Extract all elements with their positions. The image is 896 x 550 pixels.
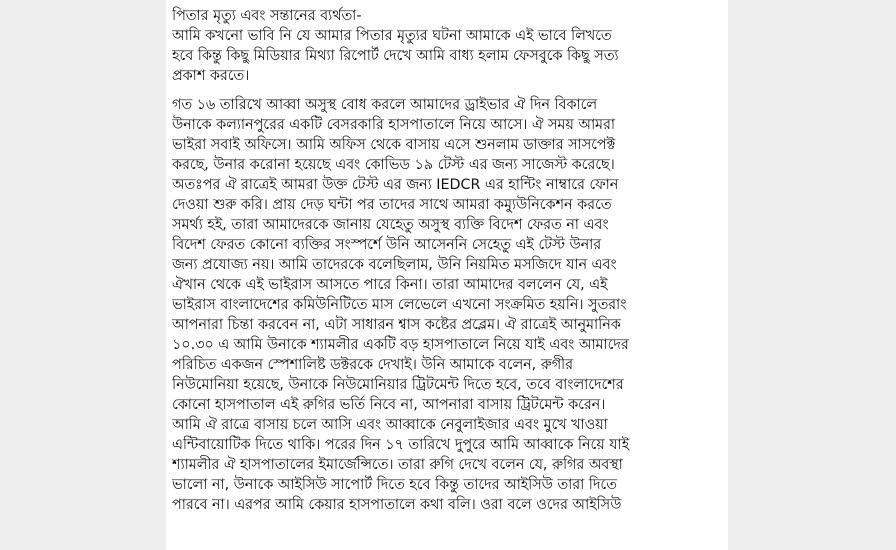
text-line: ঐখান থেকে এই ভাইরাস আসতে পারে কিনা। তারা আমাদের বললেন যে, এই	[172, 277, 608, 293]
text-line: অতঃপর ঐ রাত্রেই আমরা উক্ত টেস্ট এর জন্য IEDCR এর হান্টিং নাম্বারে ফোন	[172, 177, 619, 193]
document-title	[172, 6, 722, 26]
text-line: এন্টিবায়োটিক দিতে থাকি। পরের দিন ১৭ তারিখে দুপুরে আমি আব্বাকে নিয়ে যাই	[172, 437, 630, 453]
left-margin	[0, 0, 166, 550]
text-line: পারবে না। এরপর আমি কেয়ার হাসপাতালে কথা বলি। ওরা বলে ওদের আইসিউ	[172, 497, 622, 513]
text-line: জন্য প্রযোজ্য নয়। আমি তাদেরকে বলেছিলাম, উনি নিয়মিত মসজিদে যান এবং	[172, 257, 617, 273]
paragraph-2	[172, 95, 722, 515]
text-line: বিদেশ ফেরত কোনো ব্যক্তির সংস্পর্শে উনি আসেননি সেহেতু এই টেস্ট উনার	[172, 237, 602, 253]
text-line: সমর্থ্য হই, তারা আমাদেরকে জানায় যেহেতু অসুস্থ ব্যক্তি বিদেশ ফেরত না এবং	[172, 217, 609, 233]
text-line: আমি কখনো ভাবি নি যে আমার পিতার মৃত্যুর ঘটনা আমাকে এই ভাবে লিখতে	[172, 28, 612, 44]
text-line: ভাইরাস বাংলাদেশের কমিউনিটিতে মাস লেভেলে এখনো সংক্রমিত হয়নি। সুতরাং	[172, 297, 627, 313]
paragraph-1	[172, 26, 722, 86]
text-line: উনাকে কল্যানপুরের একটি বেসরকারি হাসপাতালে নিয়ে আসে। ঐ সময় আমরা	[172, 117, 615, 133]
text-line: গত ১৬ তারিখে আব্বা অসুস্থ বোধ করলে আমাদের ড্রাইভার ঐ দিন বিকালে	[172, 97, 598, 113]
text-line: প্রকাশ করতে।	[172, 68, 250, 84]
title-line: পিতার মৃত্যু এবং সন্তানের ব্যর্থতা-	[172, 8, 362, 24]
document-page	[166, 0, 728, 550]
text-line: ভালো না, উনাকে আইসিউ সাপোর্ট দিতে হবে কিন্তু তাদের আইসিউ তারা দিতে	[172, 477, 617, 493]
text-line: ভাইরা সবাই অফিসে। আমি অফিস থেকে বাসায় এসে শুনলাম ডাক্তার সাসপেক্ট	[172, 137, 616, 153]
text-line: ১০.৩০ এ আমি উনাকে শ্যামলীর একটি বড় হাসপাতালে নিয়ে যাই এবং আমাদের	[172, 337, 629, 353]
text-line: নিউমোনিয়া হয়েছে, উনাকে নিউমোনিয়ার ট্রিটমেন্ট দিতে হবে, তবে বাংলাদেশের	[172, 377, 624, 393]
text-line: আপনারা চিন্তা করবেন না, এটা সাধারন শ্বাস কষ্টের প্রব্লেম। ঐ রাত্রেই আনুমানিক	[172, 317, 621, 333]
text-line: করছে, উনার করোনা হয়েছে এবং কোভিড ১৯ টেস্ট এর জন্য সাজেস্ট করেছে।	[172, 157, 615, 173]
text-line: শ্যামলীর ঐ হাসপাতালের ইমার্জেন্সিতে। তারা রুগি দেখে বলেন যে, রুগির অবস্থা	[172, 457, 623, 473]
text-line: হবে কিন্তু কিছু মিডিয়ার মিথ্যা রিপোর্ট দেখে আমি বাধ্য হলাম ফেসবুকে কিছু সত্য	[172, 48, 619, 64]
text-line: দেওয়া শুরু করি। প্রায় দেড় ঘন্টা পর তাদের সাথে আমরা কম্যুউনিকেশন করতে	[172, 197, 612, 213]
text-line: আমি ঐ রাত্রে বাসায় চলে আসি এবং আব্বাকে নেবুলাইজার এবং মুখে খাওয়া	[172, 417, 608, 433]
paragraph-gap	[172, 86, 722, 95]
text-line: পরিচিত একজন স্পেশালিষ্ট ডক্টরকে দেখাই। উনি আমাকে বলেন, রুগীর	[172, 357, 574, 373]
text-line: কোনো হাসপাতাল এই রুগির ভর্তি নিবে না, আপনারা বাসায় ট্রিটমেন্ট করেন।	[172, 397, 606, 413]
right-margin	[728, 0, 896, 550]
